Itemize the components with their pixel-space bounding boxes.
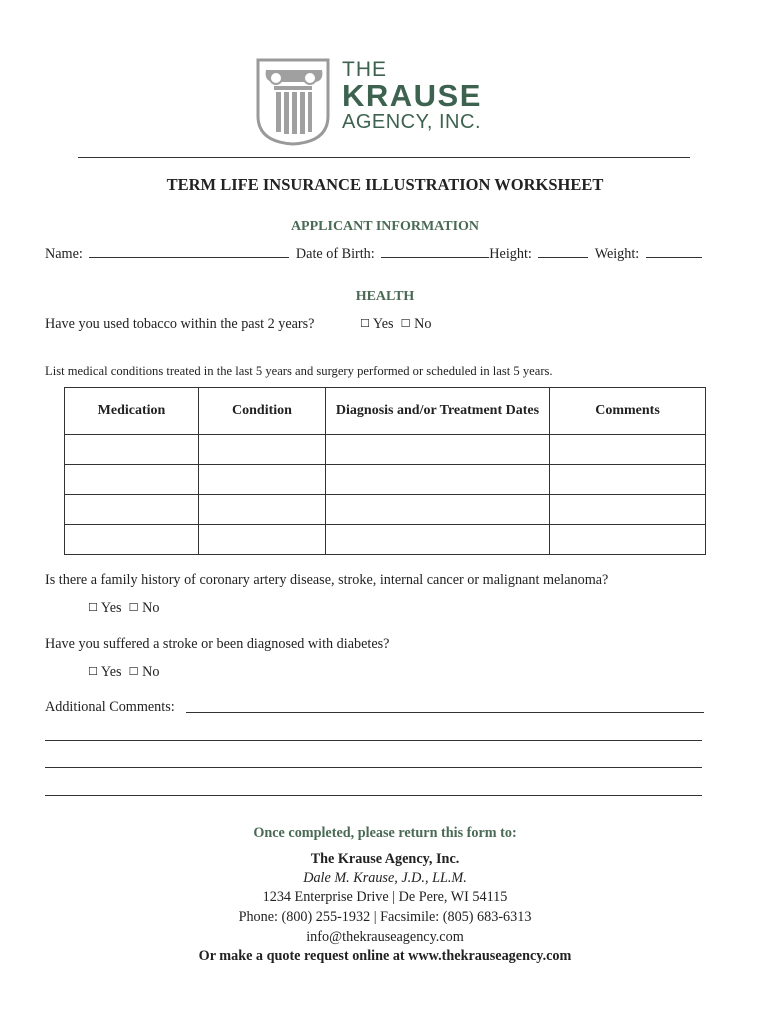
table-cell[interactable] — [550, 435, 706, 465]
table-cell[interactable] — [550, 525, 706, 555]
comments-line[interactable] — [45, 740, 702, 741]
page-title: TERM LIFE INSURANCE ILLUSTRATION WORKSHEET — [166, 175, 604, 194]
table-row — [65, 525, 706, 555]
weight-field[interactable] — [646, 256, 702, 258]
header-divider — [78, 157, 690, 158]
return-heading: Once completed, please return this form to: — [253, 825, 517, 841]
table-row — [65, 495, 706, 525]
additional-comments-line[interactable] — [186, 712, 704, 713]
stroke-yes-checkbox[interactable]: ☐ — [88, 665, 98, 678]
family-yes-label: Yes — [100, 600, 122, 616]
height-label: Height: — [489, 246, 532, 262]
logo-text-agency: AGENCY, INC. — [342, 111, 481, 133]
logo-text-the: THE — [342, 58, 387, 81]
stroke-no-label: No — [142, 664, 160, 680]
table-cell[interactable] — [326, 495, 550, 525]
tobacco-yes-checkbox[interactable]: ☐ — [360, 317, 370, 330]
dob-field[interactable] — [381, 256, 489, 258]
online-quote-link[interactable]: Or make a quote request online at www.thekrauseagency.com — [198, 948, 572, 964]
ionic-column-icon — [252, 56, 334, 146]
stroke-yes-label: Yes — [100, 664, 122, 680]
name-field[interactable] — [89, 256, 289, 258]
name-label: Name: — [45, 246, 83, 262]
header-diagnosis-dates: Diagnosis and/or Treatment Dates — [326, 388, 550, 435]
company-logo — [252, 56, 522, 146]
additional-comments-row — [45, 699, 175, 716]
stroke-no-checkbox[interactable]: ☐ — [128, 665, 139, 678]
email-link[interactable]: info@thekrauseagency.com — [306, 929, 464, 945]
comments-line[interactable] — [45, 795, 702, 796]
table-cell[interactable] — [199, 525, 326, 555]
applicant-heading: APPLICANT INFORMATION — [290, 219, 480, 234]
table-cell[interactable] — [326, 465, 550, 495]
table-cell[interactable] — [65, 495, 199, 525]
table-row — [65, 435, 706, 465]
company-name: The Krause Agency, Inc. — [310, 851, 460, 867]
header-condition: Condition — [199, 388, 326, 435]
family-no-checkbox[interactable]: ☐ — [128, 601, 139, 614]
comments-line[interactable] — [45, 767, 702, 768]
stroke-diabetes-options — [88, 664, 159, 681]
table-row — [65, 465, 706, 495]
dob-label: Date of Birth: — [295, 246, 375, 262]
table-cell[interactable] — [199, 435, 326, 465]
weight-label: Weight: — [594, 246, 640, 262]
logo-text-krause: KRAUSE — [342, 78, 482, 113]
tobacco-yes-label: Yes — [372, 316, 394, 332]
table-cell[interactable] — [550, 495, 706, 525]
table-header-row — [65, 388, 706, 435]
phone-fax: Phone: (800) 255-1932 | Facsimile: (805) 683-6313 — [238, 909, 532, 925]
height-field[interactable] — [538, 256, 588, 258]
table-cell[interactable] — [326, 435, 550, 465]
table-cell[interactable] — [199, 495, 326, 525]
table-cell[interactable] — [326, 525, 550, 555]
table-cell[interactable] — [65, 435, 199, 465]
tobacco-question: Have you used tobacco within the past 2 years? — [45, 316, 315, 332]
company-address: 1234 Enterprise Drive | De Pere, WI 54115 — [262, 889, 508, 905]
tobacco-options — [360, 316, 431, 333]
header-comments: Comments — [550, 388, 706, 435]
medical-conditions-table — [64, 387, 706, 555]
header-medication: Medication — [65, 388, 199, 435]
family-history-question: Is there a family history of coronary artery disease, stroke, internal cancer or malignant melanoma? — [45, 572, 609, 588]
health-heading: HEALTH — [355, 289, 415, 304]
additional-comments-label: Additional Comments: — [45, 699, 175, 715]
table-cell[interactable] — [199, 465, 326, 495]
table-cell[interactable] — [65, 465, 199, 495]
contact-person: Dale M. Krause, J.D., LL.M. — [303, 870, 467, 886]
table-cell[interactable] — [550, 465, 706, 495]
applicant-row — [45, 246, 705, 263]
medical-list-instruction: List medical conditions treated in the last 5 years and surgery performed or scheduled in last 5 years. — [45, 364, 553, 378]
family-no-label: No — [142, 600, 160, 616]
tobacco-no-checkbox[interactable]: ☐ — [400, 317, 411, 330]
tobacco-no-label: No — [414, 316, 432, 332]
family-history-options — [88, 600, 159, 617]
stroke-diabetes-question: Have you suffered a stroke or been diagnosed with diabetes? — [45, 636, 390, 652]
family-yes-checkbox[interactable]: ☐ — [88, 601, 98, 614]
table-cell[interactable] — [65, 525, 199, 555]
